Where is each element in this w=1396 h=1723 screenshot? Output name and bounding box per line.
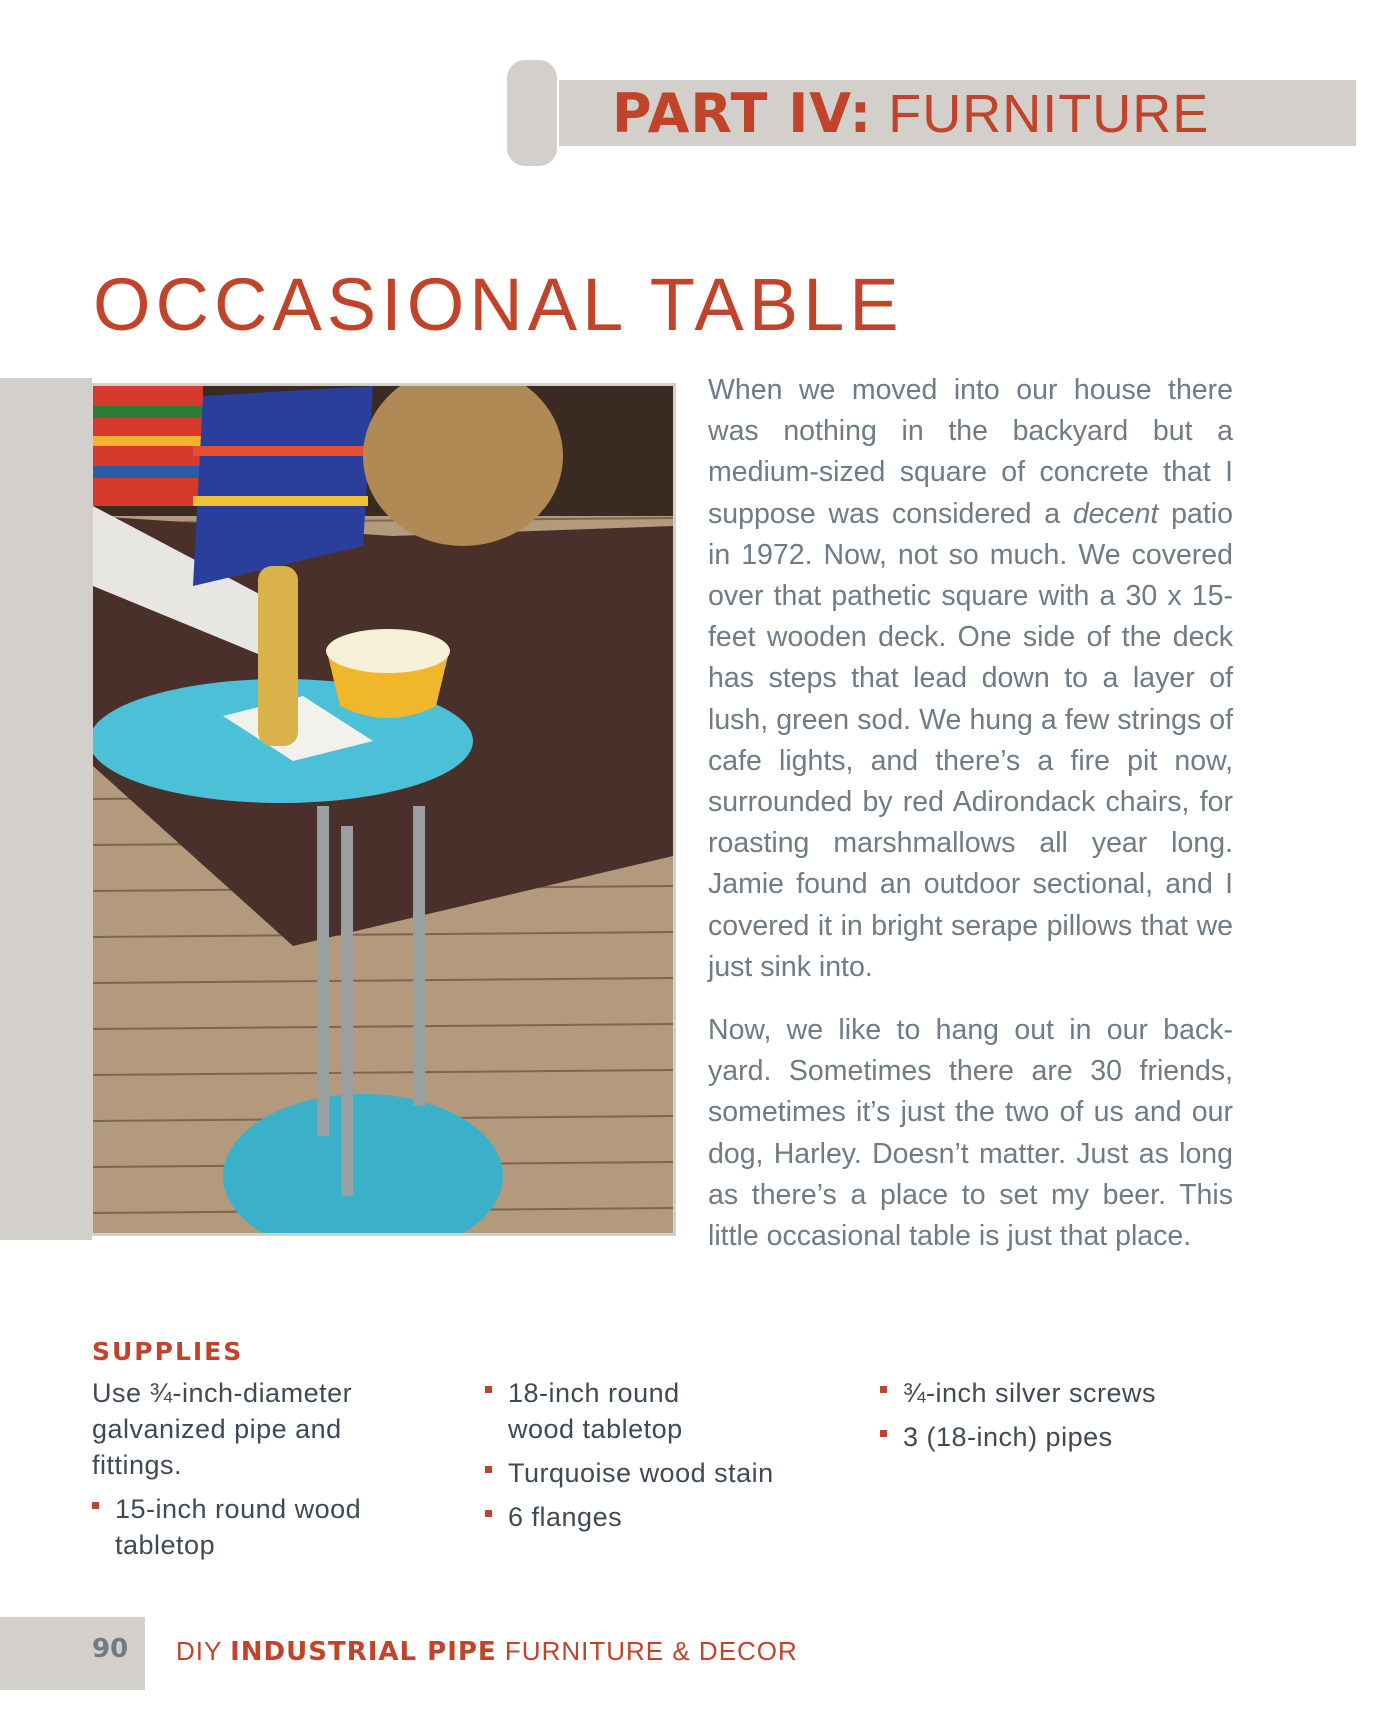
header-tab-knob — [507, 60, 557, 166]
part-name: FURNITURE — [872, 84, 1210, 144]
supply-item: 6 flanges — [485, 1499, 785, 1535]
part-number: PART IV: — [612, 82, 873, 145]
supply-item: 3 (18-inch) pipes — [880, 1419, 1210, 1455]
supplies-column-3 — [880, 1375, 1210, 1463]
side-band — [0, 378, 92, 1240]
photo-illustration — [93, 386, 673, 1233]
paragraph-1-text-b: patio in 1972. Now, not so much. We covered over that pathetic square with a 30 x 15-feet wooden deck. One side of the deck has steps that lead down to a layer of lush, green sod. We hung a few strings of cafe lights, and there’s a fire pit now, surrounded by red Adirondack chairs, for roasting marshmallows all year long. Jamie found an outdoor sectional, and I covered it in bright serape pillows that we just sink into. — [708, 497, 1233, 983]
supplies-column-2 — [485, 1375, 785, 1543]
paragraph-1-emphasis: decent — [1072, 497, 1159, 530]
book-title-a: DIY — [176, 1636, 231, 1666]
supply-item: ¾-inch silver screws — [880, 1375, 1210, 1411]
paragraph-1-text-a: When we moved into our house there was nothing in the backyard but a medium-sized square of concrete that I suppose was considered a — [708, 374, 1233, 530]
book-title-b: FURNITURE & DECOR — [496, 1636, 798, 1666]
table-photo — [90, 383, 676, 1236]
book-title-bold: INDUSTRIAL PIPE — [230, 1637, 497, 1667]
supply-item: Turquoise wood stain — [485, 1455, 785, 1491]
body-text — [708, 370, 1233, 1279]
supplies-column-1 — [92, 1375, 412, 1571]
supplies-heading: SUPPLIES — [92, 1337, 244, 1366]
supply-item: 15-inch round wood tabletop — [92, 1491, 412, 1563]
book-title — [176, 1636, 798, 1667]
page-number: 90 — [92, 1634, 129, 1664]
page-title: OCCASIONAL TABLE — [93, 263, 904, 346]
paragraph-1 — [708, 370, 1233, 988]
paragraph-2: Now, we like to hang out in our back-yard. Sometimes there are 30 friends, sometimes it’s just the two of us and our dog, Harley. Doesn’t matter. Just as long as there’s a place to set my beer. This little occasional table is just that place. — [708, 1014, 1233, 1253]
supplies-intro: Use ¾-inch-diameter galvanized pipe and fittings. — [92, 1378, 353, 1480]
supply-item: 18-inch round wood tabletop — [485, 1375, 718, 1447]
part-title — [612, 82, 1209, 145]
